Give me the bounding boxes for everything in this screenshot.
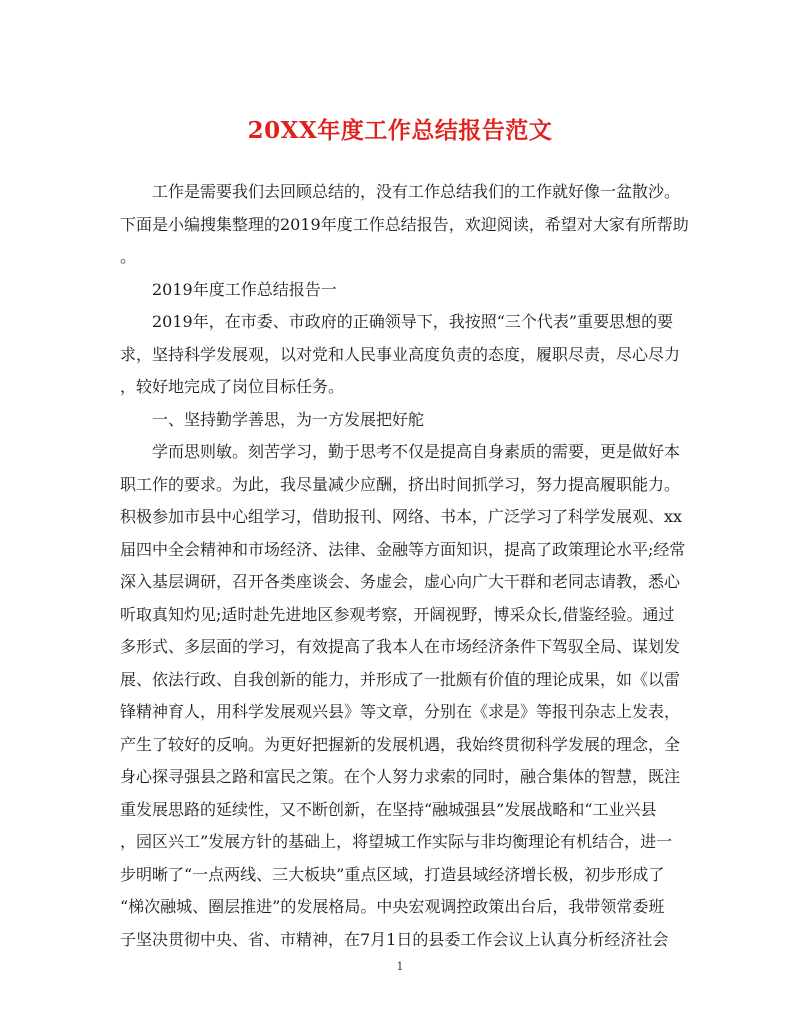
body-line: 身心探寻强县之路和富民之策。在个人努力求索的同时，融合集体的智慧，既注 [120, 767, 681, 786]
body-line: 产生了较好的反响。为更好把握新的发展机遇，我始终贯彻科学发展的理念，全 [120, 734, 681, 754]
body-line: 多形式、多层面的学习，有效提高了我本人在市场经济条件下驾驭全局、谋划发 [120, 637, 681, 656]
body-line: 子坚决贯彻中央、省、市精神，在7月1日的县委工作会议上认真分析经济社会 [120, 929, 669, 949]
body-line: 步明晰了“一点两线、三大板块”重点区域，打造县域经济增长极，初步形成了 [120, 864, 665, 884]
body-line: 2019年，在市委、市政府的正确领导下，我按照“三个代表”重要思想的要 [152, 312, 674, 331]
body-line: 下面是小编搜集整理的2019年度工作总结报告，欢迎阅读，希望对大家有所帮助 [120, 214, 689, 234]
body-line: 重发展思路的延续性，又不断创新，在坚持“融城强县”发展战略和“工业兴县 [120, 799, 657, 819]
body-line: ，园区兴工”发展方针的基础上，将望城工作实际与非均衡理论有机结合，进一 [120, 832, 673, 851]
body-line: 积极参加市县中心组学习，借助报刊、网络、书本，广泛学习了科学发展观、xx [120, 507, 683, 526]
document-title: 20XX年度工作总结报告范文 [247, 117, 553, 144]
body-line: 深入基层调研，召开各类座谈会、务虚会，虚心向广大干群和老同志请教，悉心 [120, 572, 681, 591]
body-line: 职工作的要求。为此，我尽量减少应酬，挤出时间抓学习，努力提高履职能力。 [120, 474, 681, 494]
section-heading: 2019年度工作总结报告一 [152, 279, 337, 299]
body-line: 求，坚持科学发展观，以对党和人民事业高度负责的态度，履职尽责，尽心尽力 [120, 344, 681, 364]
body-line: ，较好地完成了岗位目标任务。 [120, 377, 345, 396]
section-heading: 一、坚持勤学善思，为一方发展把好舵 [152, 409, 425, 429]
body-line: 展、依法行政、自我创新的能力，并形成了一批颇有价值的理论成果，如《以雷 [120, 669, 681, 689]
body-line: 工作是需要我们去回顾总结的，没有工作总结我们的工作就好像一盆散沙。 [152, 182, 681, 201]
body-line: 听取真知灼见;适时赴先进地区参观考察，开阔视野，博采众长,借鉴经验。通过 [120, 604, 675, 624]
page-number: 1 [396, 960, 404, 973]
body-line: 学而思则敏。刻苦学习，勤于思考不仅是提高自身素质的需要，更是做好本 [152, 442, 681, 461]
document-body [120, 176, 688, 956]
body-line: 锋精神育人，用科学发展观兴县》等文章，分别在《求是》等报刊杂志上发表， [120, 702, 681, 721]
body-line: 。 [120, 247, 137, 266]
body-line: 届四中全会精神和市场经济、法律、金融等方面知识，提高了政策理论水平;经常 [120, 539, 686, 559]
body-line: “梯次融城、圈层推进”的发展格局。中央宏观调控政策出台后，我带领常委班 [120, 897, 665, 916]
